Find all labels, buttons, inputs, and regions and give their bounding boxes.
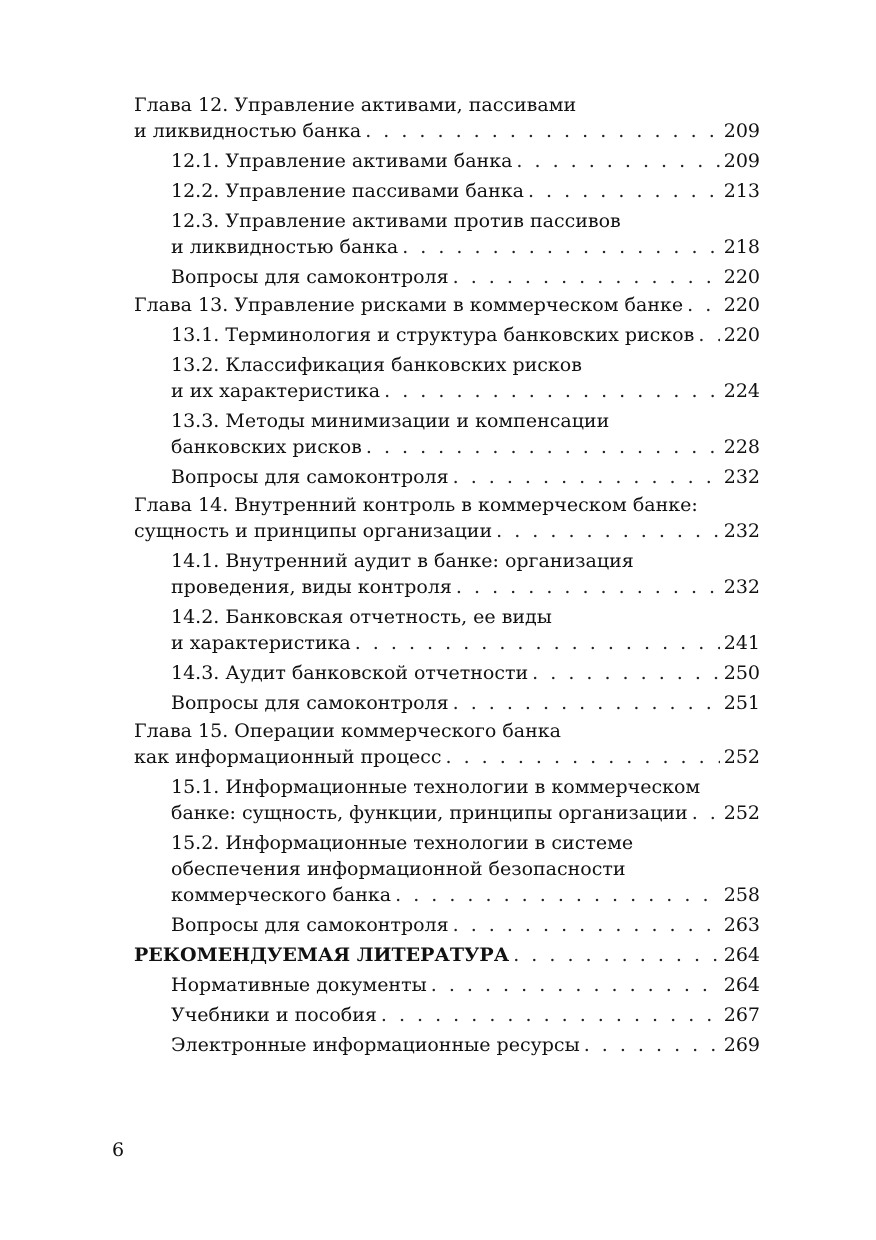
toc-entry-page-number: 209 <box>723 150 760 172</box>
toc-entry[interactable] <box>134 492 760 544</box>
dot-leader <box>402 234 720 260</box>
toc-entry-page-number: 264 <box>723 944 760 966</box>
toc-entry[interactable] <box>134 408 760 460</box>
toc-entry[interactable] <box>134 774 760 826</box>
toc-entry-last-line <box>171 264 760 290</box>
toc-entry-title-line: 15.1. Информационные технологии в коммерческом <box>171 776 701 798</box>
toc-entry-title-line: банковских рисков <box>171 436 362 458</box>
toc-entry-page-number: 228 <box>723 436 760 458</box>
toc-entry-last-line <box>171 434 760 460</box>
toc-entry-last-line <box>171 912 760 938</box>
toc-entry-title-line: Вопросы для самоконтроля <box>171 914 449 936</box>
toc-entry[interactable] <box>134 464 760 490</box>
toc-entry-last-line <box>134 118 760 144</box>
dot-leader <box>431 972 720 998</box>
toc-entry-page-number: 241 <box>723 632 760 654</box>
toc-entry-last-line <box>171 378 760 404</box>
toc-entry[interactable] <box>134 912 760 938</box>
toc-entry-page-number: 232 <box>723 520 760 542</box>
dot-leader <box>687 292 720 318</box>
toc-entry-title-line: Глава 13. Управление рисками в коммерческом банке <box>134 294 684 316</box>
toc-entry[interactable] <box>134 660 760 686</box>
dot-leader <box>456 574 720 600</box>
toc-entry[interactable] <box>134 1002 760 1028</box>
dot-leader <box>513 942 720 968</box>
toc-entry-page-number: 220 <box>723 266 760 288</box>
toc-entry-page-number: 209 <box>723 120 760 142</box>
toc-entry-title-line: Нормативные документы <box>171 974 427 996</box>
dot-leader <box>532 660 720 686</box>
toc-entry-last-line <box>171 178 760 204</box>
toc-entry[interactable] <box>134 92 760 144</box>
toc-entry-title-line: Учебники и пособия <box>171 1004 377 1026</box>
toc-entry-title-line: Глава 15. Операции коммерческого банка <box>134 720 561 742</box>
toc-entry[interactable] <box>134 548 760 600</box>
toc-entry-last-line <box>171 800 760 826</box>
toc-entry-page-number: 213 <box>723 180 760 202</box>
toc-entry-page-number: 220 <box>723 324 760 346</box>
toc-entry-page-number: 267 <box>723 1004 760 1026</box>
dot-leader <box>453 690 720 716</box>
toc-entry[interactable] <box>134 690 760 716</box>
toc-entry-last-line <box>171 690 760 716</box>
toc-entry-title-line: 12.3. Управление активами против пассивов <box>171 210 621 232</box>
dot-leader <box>395 882 720 908</box>
toc-entry-title-line: и ликвидностью банка <box>171 236 399 258</box>
dot-leader <box>698 322 719 348</box>
toc-entry-title-line: как информационный процесс <box>134 746 442 768</box>
toc-entry-page-number: 232 <box>723 576 760 598</box>
toc-entry[interactable] <box>134 208 760 260</box>
toc-entry-title-line: и характеристика <box>171 632 351 654</box>
toc-entry[interactable] <box>134 718 760 770</box>
toc-entry-last-line <box>171 660 760 686</box>
toc-entry[interactable] <box>134 178 760 204</box>
toc-entry-title-line: банке: сущность, функции, принципы организации <box>171 802 688 824</box>
toc-entry-last-line <box>171 630 760 656</box>
dot-leader <box>692 800 720 826</box>
toc-entry[interactable] <box>134 942 760 968</box>
dot-leader <box>496 518 720 544</box>
toc-entry-title-line: коммерческого банка <box>171 884 392 906</box>
toc-entry-title-line: обеспечения информационной безопасности <box>171 858 626 880</box>
toc-entry-last-line <box>171 464 760 490</box>
toc-entry[interactable] <box>134 322 760 348</box>
toc-entry-last-line <box>171 234 760 260</box>
toc-entry-title-line: проведения, виды контроля <box>171 576 452 598</box>
toc-entry[interactable] <box>134 148 760 174</box>
toc-entry-last-line <box>134 744 760 770</box>
dot-leader <box>453 912 720 938</box>
dot-leader <box>453 464 720 490</box>
toc-entry-title-line: Глава 14. Внутренний контроль в коммерческом банке: <box>134 494 698 516</box>
toc-entry-title-line: 13.3. Методы минимизации и компенсации <box>171 410 610 432</box>
dot-leader <box>355 630 720 656</box>
toc-entry-last-line <box>171 148 760 174</box>
page-number: 6 <box>112 1139 125 1161</box>
toc-entry-page-number: 258 <box>723 884 760 906</box>
toc-entry-page-number: 263 <box>723 914 760 936</box>
toc-entry-title-line: 14.1. Внутренний аудит в банке: организация <box>171 550 634 572</box>
toc-entry-title-line: РЕКОМЕНДУЕМАЯ ЛИТЕРАТУРА <box>134 944 510 966</box>
dot-leader <box>453 264 720 290</box>
dot-leader <box>584 1032 720 1058</box>
toc-entry-title-line: Вопросы для самоконтроля <box>171 266 449 288</box>
toc-entry-page-number: 218 <box>723 236 760 258</box>
toc-entry-title-line: 12.1. Управление активами банка <box>171 150 513 172</box>
dot-leader <box>528 178 720 204</box>
toc-entry-last-line <box>171 322 760 348</box>
toc-entry-title-line: 12.2. Управление пассивами банка <box>171 180 524 202</box>
toc-entry-title-line: 13.1. Терминология и структура банковских рисков <box>171 324 695 346</box>
dot-leader <box>516 148 719 174</box>
toc-entry-last-line <box>171 1002 760 1028</box>
toc-entry-last-line <box>171 1032 760 1058</box>
toc-entry-page-number: 232 <box>723 466 760 488</box>
toc-entry-page-number: 224 <box>723 380 760 402</box>
toc-entry[interactable] <box>134 604 760 656</box>
dot-leader <box>384 378 720 404</box>
dot-leader <box>446 744 720 770</box>
toc-entry-title-line: 13.2. Классификация банковских рисков <box>171 354 582 376</box>
toc-entry-page-number: 252 <box>723 746 760 768</box>
toc-entry-last-line <box>171 882 760 908</box>
toc-entry[interactable] <box>134 830 760 908</box>
dot-leader <box>365 118 720 144</box>
table-of-contents <box>134 90 760 1058</box>
toc-entry[interactable] <box>134 1032 760 1058</box>
toc-entry-page-number: 264 <box>723 974 760 996</box>
toc-entry-title-line: Глава 12. Управление активами, пассивами <box>134 94 577 116</box>
toc-entry-title-line: и ликвидностью банка <box>134 120 362 142</box>
toc-entry-title-line: Вопросы для самоконтроля <box>171 692 449 714</box>
toc-entry-title-line: и их характеристика <box>171 380 381 402</box>
toc-entry-title-line: 14.2. Банковская отчетность, ее виды <box>171 606 552 628</box>
toc-entry-page-number: 220 <box>723 294 760 316</box>
toc-entry-title-line: сущность и принципы организации <box>134 520 493 542</box>
toc-entry-title-line: 14.3. Аудит банковской отчетности <box>171 662 529 684</box>
toc-entry-page-number: 252 <box>723 802 760 824</box>
toc-entry[interactable] <box>134 264 760 290</box>
dot-leader <box>366 434 720 460</box>
toc-entry-page-number: 251 <box>723 692 760 714</box>
toc-entry[interactable] <box>134 352 760 404</box>
toc-entry[interactable] <box>134 292 760 318</box>
toc-entry-last-line <box>171 574 760 600</box>
toc-entry-page-number: 250 <box>723 662 760 684</box>
toc-entry-title-line: Вопросы для самоконтроля <box>171 466 449 488</box>
toc-entry-last-line <box>134 518 760 544</box>
toc-entry-page-number: 269 <box>723 1034 760 1056</box>
toc-entry-last-line <box>171 972 760 998</box>
toc-entry-title-line: Электронные информационные ресурсы <box>171 1034 580 1056</box>
toc-entry-last-line <box>134 292 760 318</box>
dot-leader <box>381 1002 720 1028</box>
toc-entry[interactable] <box>134 972 760 998</box>
toc-entry-last-line <box>134 942 760 968</box>
toc-entry-title-line: 15.2. Информационные технологии в системе <box>171 832 634 854</box>
